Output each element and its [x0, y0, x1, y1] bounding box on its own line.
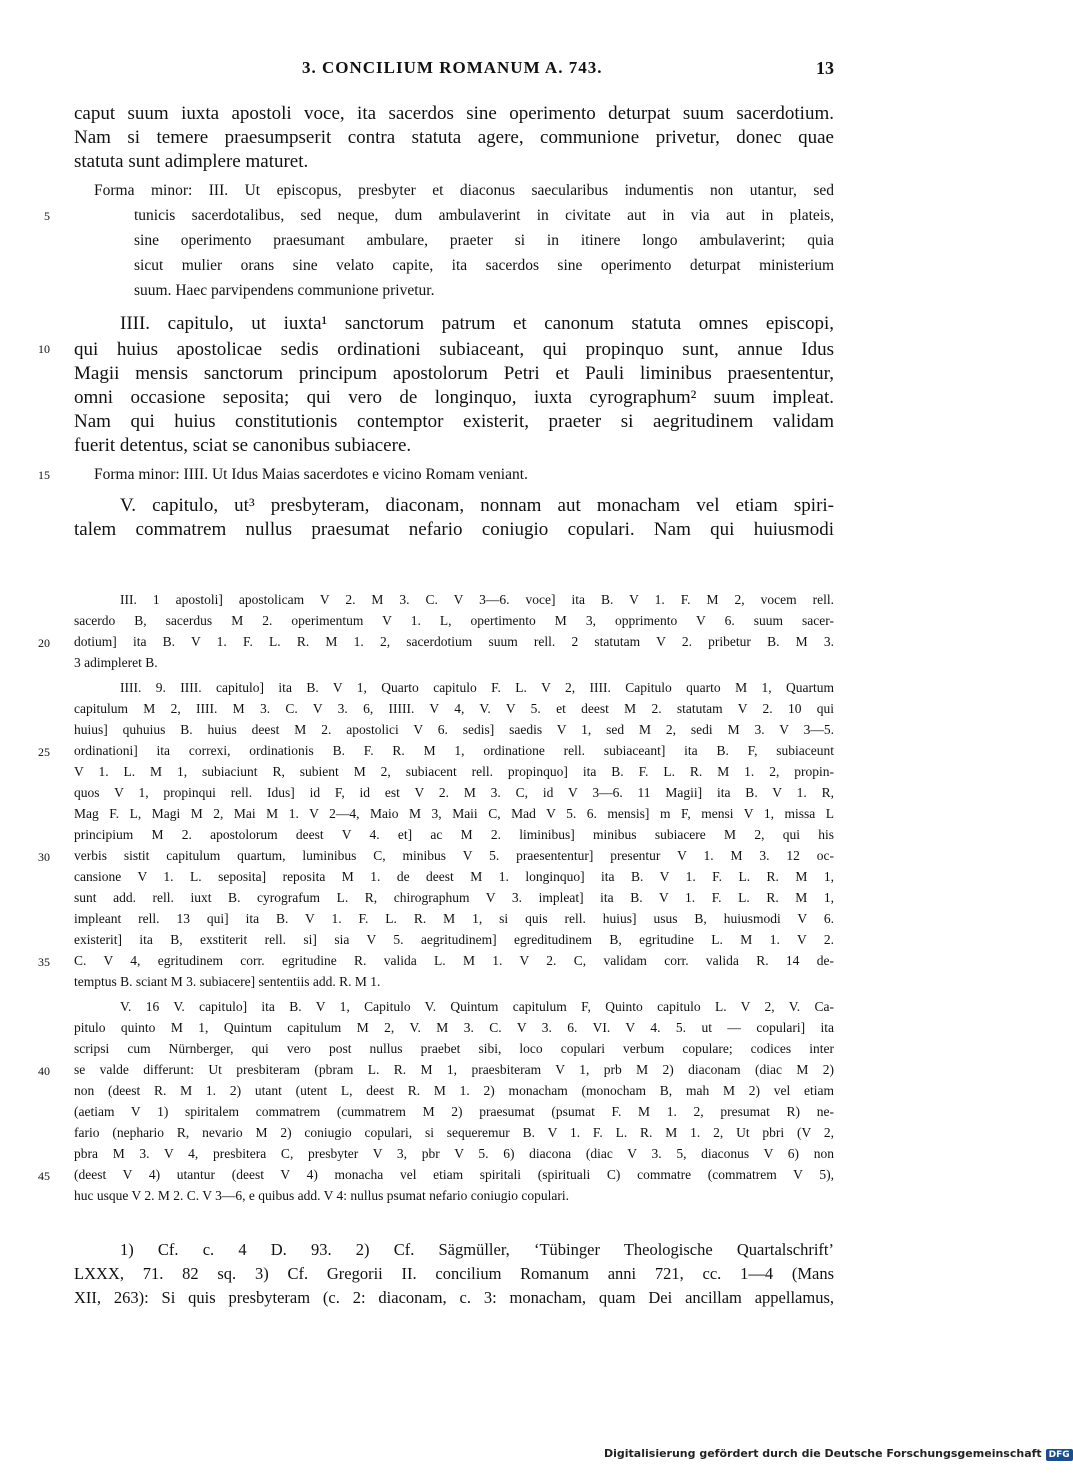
- line-number: 5: [44, 209, 50, 223]
- apparatus-line: 3 adimpleret B.: [74, 655, 158, 670]
- line-number: 20: [38, 636, 50, 650]
- text-line: Magii mensis sanctorum principum apostolorum Petri et Pauli liminibus praesententur,: [74, 363, 834, 384]
- apparatus-line: V 1. L. M 1, subiaciunt R, subient M 2, subiacent rell. propinquo] ita B. F. L. R. M 1. 2, propin-: [74, 764, 834, 779]
- running-title: 3. CONCILIUM ROMANUM A. 743.: [302, 58, 603, 77]
- text-line: tunicis sacerdotalibus, sed neque, dum ambulaverint in civitate aut in via aut in plateis,: [134, 207, 834, 224]
- text-line: sine operimento praesumant ambulare, praeter si in itinere longo ambulaverint; quia: [134, 232, 834, 249]
- apparatus-line: non (deest R. M 1. 2) utant (utent L, deest R. M 1. 2) monacham (monocham B, mah M 2) vel etiam: [74, 1083, 834, 1098]
- apparatus-line: (aetiam V 1) spiritalem commatrem (cummatrem M 2) praesumat (psumat F. M 1. 2, presumat R) ne-: [74, 1104, 834, 1119]
- apparatus-line: impleant rell. 13 qui] ita B. V 1. F. L. R. M 1, si quis rell. huius] usus B, huiusmodi V 6.: [74, 911, 834, 926]
- text-line: caput suum iuxta apostoli voce, ita sacerdos sine operimento deturpat suum sacerdotium.: [74, 103, 834, 124]
- apparatus-line: temptus B. sciant M 3. subiacere] sententiis add. R. M 1.: [74, 974, 381, 989]
- text-line: statuta sunt adimplere maturet.: [74, 151, 309, 172]
- text-line: Nam qui huius constitutionis contemptor existerit, praeter si aegritudinem validam: [74, 411, 834, 432]
- footnote-line: 1) Cf. c. 4 D. 93. 2) Cf. Sägmüller, ‘Tübinger Theologische Quartalschrift’: [120, 1240, 834, 1259]
- apparatus-line: sacerdo B, sacerdus M 2. operimentum V 1. L, opertimento M 3, opprimento V 6. suum sacer-: [74, 613, 834, 628]
- apparatus-line: (deest V 4) utantur (deest V 4) monacha vel etiam spiritali (spirituali C) commatre (commatrem V 5),: [74, 1167, 834, 1182]
- dfg-imprint-text: Digitalisierung gefördert durch die Deutsche Forschungsgemeinschaft: [604, 1447, 1042, 1460]
- apparatus-line: Mag F. L, Magi M 2, Mai M 1. V 2—4, Maio M 3, Maii C, Mad V 5. 6. mensis] m F, mensi V 1, missa L: [74, 806, 834, 821]
- text-line: qui huius apostolicae sedis ordinationi subiaceant, qui propinquo sunt, annue Idus: [74, 339, 834, 360]
- text-line: Nam si temere praesumpserit contra statuta agere, communione privetur, donec quae: [74, 127, 834, 148]
- apparatus-line: quos V 1, propinqui rell. Idus] id F, id est V 2. M 3. C, id V 3—6. 11 Magii] ita B. V 1. R,: [74, 785, 834, 800]
- text-line: suum. Haec parvipendens communione privetur.: [134, 282, 435, 299]
- apparatus-line: cansione V 1. L. seposita] reposita M 1. de deest M 1. longinquo] ita B. V 1. F. L. R. M 1,: [74, 869, 834, 884]
- footnote-line: XII, 263): Si quis presbyteram (c. 2: diaconam, c. 3: monacham, quam Dei ancillam appellamus,: [74, 1288, 834, 1307]
- apparatus-line: pitulo quinto M 1, Quintum capitulum M 2, V. M 3. C. V 3. 6. VI. V 4. 5. ut — copulari] ita: [74, 1020, 834, 1035]
- apparatus-line: fario (nephario R, nevario M 2) coniugio copulari, si sequeremur B. V 1. F. L. R. M 1. 2, Ut pbri (V 2,: [74, 1125, 834, 1140]
- text-line: IIII. capitulo, ut iuxta¹ sanctorum patrum et canonum statuta omnes episcopi,: [120, 313, 834, 334]
- text-line: Forma minor: III. Ut episcopus, presbyter et diaconus saecularibus indumentis non utantur, sed: [94, 182, 834, 199]
- apparatus-line: principium M 2. apostolorum deest V 4. et] ac M 2. liminibus] minibus subiacere M 2, qui his: [74, 827, 834, 842]
- text-line: talem commatrem nullus praesumat nefario coniugio copulari. Nam qui huiusmodi: [74, 519, 834, 540]
- apparatus-line: pbra M 3. V 4, presbitera C, presbyter V 3, pbr V 5. 6) diacona (diac V 3. 5, diaconus V 6) non: [74, 1146, 834, 1161]
- line-number: 45: [38, 1169, 50, 1183]
- text-line: Forma minor: IIII. Ut Idus Maias sacerdotes e vicino Romam veniant.: [94, 466, 528, 483]
- apparatus-line: C. V 4, egritudinem corr. egritudine R. valida L. M 1. V 2. C, validam corr. valida R. 14 de-: [74, 953, 834, 968]
- line-number: 10: [38, 342, 50, 356]
- apparatus-line: ordinationi] ita correxi, ordinationis B. F. R. M 1, ordinatione rell. subiaceant] ita B. F, subiaceunt: [74, 743, 834, 758]
- dfg-imprint: [604, 1447, 1073, 1461]
- apparatus-line: capitulum M 2, IIII. M 3. C. V 3. 6, IIIII. V 4, V. V 5. et deest M 2. statutam V 2. 10 qui: [74, 701, 834, 716]
- apparatus-line: IIII. 9. IIII. capitulo] ita B. V 1, Quarto capitulo F. L. V 2, IIII. Capitulo quarto M 1, Quartum: [120, 680, 834, 695]
- line-number: 35: [38, 955, 50, 969]
- apparatus-line: scripsi cum Nürnberger, qui vero post nullus praebet sibi, loco copulari verbum copulare; codices inter: [74, 1041, 834, 1056]
- footnote-line: LXXX, 71. 82 sq. 3) Cf. Gregorii II. concilium Romanum anni 721, cc. 1—4 (Mans: [74, 1264, 834, 1283]
- text-line: fuerit detentus, sciat se canonibus subiacere.: [74, 435, 412, 456]
- apparatus-line: verbis sistit capitulum quartum, luminibus C, minibus V 5. praesententur] presentur V 1. M 3. 12 oc-: [74, 848, 834, 863]
- running-header: [74, 58, 834, 82]
- text-line: omni occasione seposita; qui vero de longinquo, iuxta cyrographum² suum impleat.: [74, 387, 834, 408]
- line-number: 15: [38, 468, 50, 482]
- apparatus-line: dotium] ita B. V 1. F. L. R. M 1. 2, sacerdotium suum rell. 2 statutam V 2. pribetur B. M 3.: [74, 634, 834, 649]
- apparatus-line: III. 1 apostoli] apostolicam V 2. M 3. C. V 3—6. voce] ita B. V 1. F. M 2, vocem rell.: [120, 592, 834, 607]
- text-line: sicut mulier orans sine velato capite, ita sacerdos sine operimento deturpat ministerium: [134, 257, 834, 274]
- apparatus-line: existerit] ita B, exstiterit rell. si] sia V 5. aegritudinem] egreditudinem B, egritudine L. M 1. V 2.: [74, 932, 834, 947]
- line-number: 40: [38, 1064, 50, 1078]
- apparatus-line: huc usque V 2. M 2. C. V 3—6, e quibus add. V 4: nullus psumat nefario coniugio copulari.: [74, 1188, 569, 1203]
- text-line: V. capitulo, ut³ presbyteram, diaconam, nonnam aut monacham vel etiam spiri-: [120, 495, 834, 516]
- apparatus-line: sunt add. rell. iuxt B. cyrografum L. R, chirographum V 3. impleat] ita B. V 1. F. L. R. M 1,: [74, 890, 834, 905]
- line-number: 30: [38, 850, 50, 864]
- page-number: 13: [816, 58, 834, 78]
- apparatus-line: se valde differunt: Ut presbiteram (pbram L. R. M 1, praesbiteram V 1, prb M 2) diaconam (diac M 2): [74, 1062, 834, 1077]
- apparatus-line: V. 16 V. capitulo] ita B. V 1, Capitulo V. Quintum capitulum F, Quinto capitulo L. V 2, V. Ca-: [120, 999, 834, 1014]
- line-number: 25: [38, 745, 50, 759]
- apparatus-line: huius] quhuius B. huius deest M 2. apostolici V 6. sedis] saedis V 1, sed M 2, sedi M 3. V 3—5.: [74, 722, 834, 737]
- dfg-logo: DFG: [1046, 1449, 1073, 1461]
